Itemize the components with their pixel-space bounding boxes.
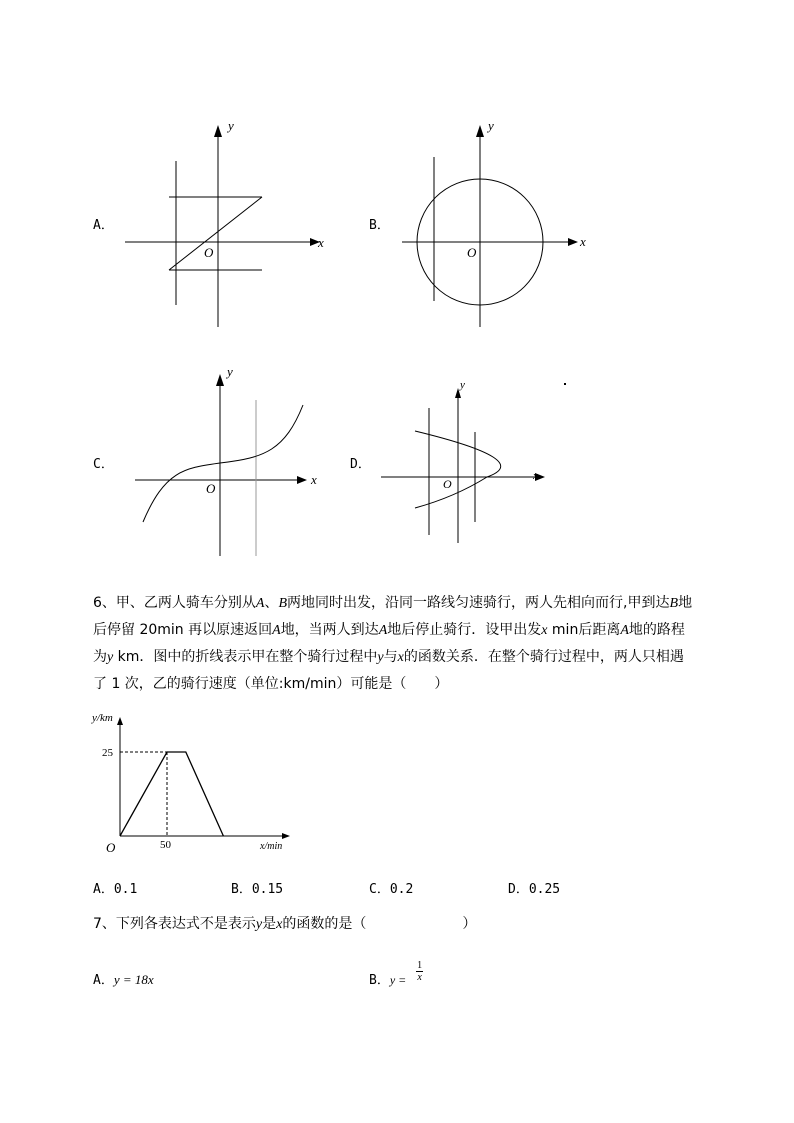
y-axis-label: y bbox=[460, 379, 465, 391]
x-axis-label: x bbox=[318, 235, 324, 250]
option-a-label: A． bbox=[93, 218, 114, 233]
y-axis-arrow bbox=[117, 717, 123, 725]
origin-label: O bbox=[443, 477, 452, 491]
question-6-text: 6、甲、乙两人骑车分别从A、B两地同时出发，沿同一路线匀速骑行，两人先相向而行,甲到达B地 后停留 20min 再以原速返回A地，当两人到达A地后停止骑行．设甲出发x min后距离A地的路程 为y km．图中的折线表示甲在整个骑行过程中y与x的函数关系．在整个骑行过程中，两人只相遇 了 1 次，乙的骑行速度（单位:km/min）可能是（ ） bbox=[93, 595, 693, 692]
option-d-label: D． bbox=[350, 457, 371, 472]
answer-a: A．0.1 bbox=[93, 882, 138, 897]
origin-label: O bbox=[206, 481, 216, 496]
x-tick-label: 50 bbox=[160, 839, 171, 851]
graph-d bbox=[375, 375, 575, 555]
x-axis-arrow bbox=[282, 833, 290, 839]
y-axis-label: y bbox=[228, 118, 234, 133]
x-axis-label: x bbox=[311, 472, 317, 487]
origin-label: O bbox=[106, 840, 116, 855]
origin-label: O bbox=[204, 245, 214, 260]
origin-label: O bbox=[467, 245, 477, 260]
stray-dot bbox=[564, 383, 566, 385]
series-line bbox=[120, 752, 223, 836]
distance-time-chart bbox=[90, 705, 310, 865]
graph-c bbox=[125, 360, 335, 560]
option-c-label: C． bbox=[93, 457, 114, 472]
graph-a bbox=[110, 115, 340, 335]
graph-b bbox=[390, 115, 600, 335]
y-axis-title: y/km bbox=[92, 712, 113, 724]
y-axis-label: y bbox=[227, 364, 233, 379]
option-b-label: B． bbox=[369, 218, 390, 233]
q7-option-b: B．y = $\frac{1}{x}$ bbox=[369, 960, 423, 988]
question-7-text: 7、下列各表达式不是表示y是x的函数的是（ ） bbox=[93, 916, 477, 932]
y-tick-label: 25 bbox=[102, 747, 113, 759]
q7-option-a: A．y = 18x bbox=[93, 972, 154, 988]
y-axis-label: y bbox=[488, 118, 494, 133]
answer-d: D．0.25 bbox=[508, 882, 561, 897]
x-axis-label: x bbox=[580, 234, 586, 249]
x-axis-label: x bbox=[533, 470, 538, 482]
answer-b: B．0.15 bbox=[231, 882, 284, 897]
answer-c: C．0.2 bbox=[369, 882, 414, 897]
x-axis-title: x/min bbox=[260, 841, 283, 852]
